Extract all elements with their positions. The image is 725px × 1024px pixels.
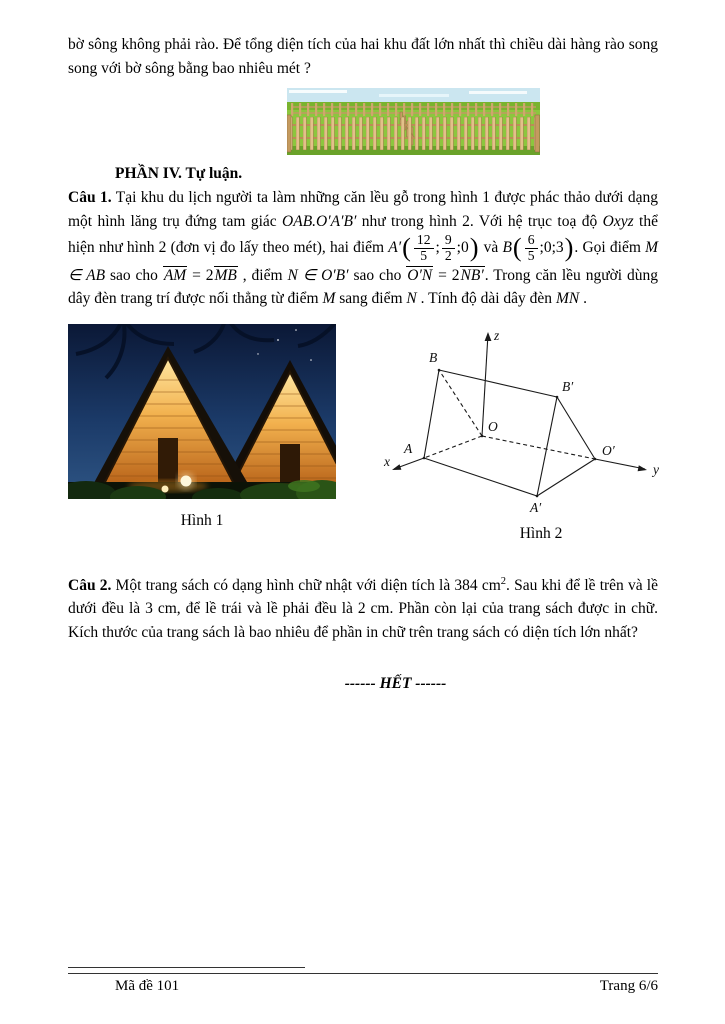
cau1-text-8: sao cho — [348, 266, 407, 284]
separator: ; — [539, 238, 544, 256]
fraction-12-5: $\frac{12}{5}$ — [414, 233, 434, 263]
separator: ; — [456, 238, 461, 256]
diagram-labels — [383, 328, 659, 515]
fence-figure — [287, 88, 540, 155]
page-footer — [68, 973, 658, 995]
superscript-2: 2 — [500, 575, 507, 587]
page-number: Trang 6/6 — [599, 978, 658, 994]
front-fence — [287, 115, 540, 152]
fence-illustration — [287, 88, 540, 155]
point-N: N — [406, 290, 417, 308]
point-B-name: B — [502, 238, 512, 256]
cau1-paragraph — [68, 186, 658, 311]
equals-2: = 2 — [187, 266, 214, 284]
point-M: M — [322, 290, 336, 308]
vector-ON: O′N — [407, 266, 433, 284]
oxyz-system: Oxyz — [602, 212, 634, 230]
section-heading: PHẦN IV. Tự luận. — [115, 165, 243, 183]
cabins-photo — [68, 324, 336, 499]
label-A-prime: A′ — [530, 499, 542, 515]
intro-paragraph — [68, 33, 658, 80]
M-in-AB: M ∈ AB — [68, 238, 658, 284]
point-A-name: A′ — [388, 238, 402, 256]
vector-equation-1 — [163, 267, 238, 284]
cau1-text-11: . Tính độ dài dây đèn — [416, 290, 556, 308]
fraction-6-5: $\frac{6}{5}$ — [525, 233, 538, 263]
label-x-axis: x — [384, 453, 390, 469]
label-B-prime: B′ — [562, 378, 574, 394]
coord-value: 3 — [555, 238, 564, 256]
point-A-coordinates — [388, 232, 479, 263]
label-O-prime: O′ — [602, 442, 615, 458]
end-of-exam-marker: ------ HẾT ------ — [344, 674, 447, 692]
cau1-text-4: và — [479, 238, 503, 256]
cau1-text-5: . Gọi điểm — [574, 238, 646, 256]
label-y-axis: y — [653, 461, 659, 477]
cau1-text-3: thể hiện như hình 2 (đơn vị đo lấy theo mét), hai điểm — [68, 212, 658, 256]
cau2-text-2: . Sau khi để lề trên và lề dưới đều là 3 cm, để lề trái và lề phải đều là 2 cm. Phần còn lại của trang sách được in chữ. Kích thước của trang sách là bao nhiêu để phần in chữ trên trang sách có diện tích lớn nhất? — [68, 576, 658, 641]
label-B: B — [429, 349, 438, 365]
N-in-OB: N ∈ O′B′ — [287, 266, 349, 284]
open-paren: ( — [512, 233, 522, 263]
cau1-text-2: như trong hình 2. Với hệ trục toạ độ — [356, 212, 603, 230]
prism-name: OAB.O′A′B′ — [282, 212, 357, 230]
close-paren: ) — [469, 233, 479, 263]
figure-2-column — [382, 324, 672, 543]
intro-text: bờ sông không phải rào. Để tổng diện tích của hai khu đất lớn nhất thì chiều dài hàng rào song song với bờ sông bằng bao nhiêu mét ? — [68, 36, 658, 77]
equals-2: = 2 — [433, 266, 460, 284]
coord-value: 0 — [543, 238, 552, 256]
cau1-text-6: sao cho — [105, 266, 163, 284]
cau1-text-10: sang điểm — [335, 290, 407, 308]
separator: ; — [551, 238, 556, 256]
fraction-9-2: $\frac{9}{2}$ — [442, 233, 455, 263]
label-O: O — [488, 418, 498, 434]
segment-MN: MN — [555, 290, 580, 308]
figure-1-column — [68, 324, 336, 543]
cau2-label: Câu 2. — [68, 576, 112, 594]
close-paren: ) — [564, 233, 574, 263]
cau1-text-12: . — [579, 290, 587, 308]
prism-diagram — [382, 324, 672, 519]
vector-NB: NB′ — [460, 266, 484, 284]
cau2-text-1: Một trang sách có dạng hình chữ nhật với diện tích là 384 cm — [111, 576, 501, 594]
coord-value: 0 — [460, 238, 469, 256]
label-z-axis: z — [494, 327, 500, 343]
vector-MB: MB — [214, 266, 237, 284]
open-paren: ( — [402, 233, 411, 263]
cau1-text-9: . Trong căn lều người dùng dây đèn trang trí được nối thẳng từ điểm — [68, 266, 659, 308]
figure-1-caption: Hình 1 — [180, 511, 224, 529]
figure-2-caption: Hình 2 — [519, 524, 563, 542]
figures-row — [68, 324, 658, 543]
cau2-paragraph — [68, 574, 658, 645]
cau1-label: Câu 1. — [68, 189, 112, 207]
label-A: A — [404, 440, 413, 456]
footer-separator-short — [68, 967, 305, 968]
separator: ; — [435, 238, 440, 256]
vector-equation-2 — [406, 267, 484, 284]
exam-code: Mã đề 101 — [115, 978, 180, 994]
vector-AM: AM — [163, 266, 187, 284]
back-fence — [291, 103, 536, 116]
cau1-text-7: , điểm — [237, 266, 288, 284]
cau1-text-1: Tại khu du lịch người ta làm những căn lều gỗ trong hình 1 được phác thảo dưới dạng một hình lăng trụ đứng tam giác — [68, 189, 658, 230]
point-B-coordinates — [502, 232, 574, 263]
